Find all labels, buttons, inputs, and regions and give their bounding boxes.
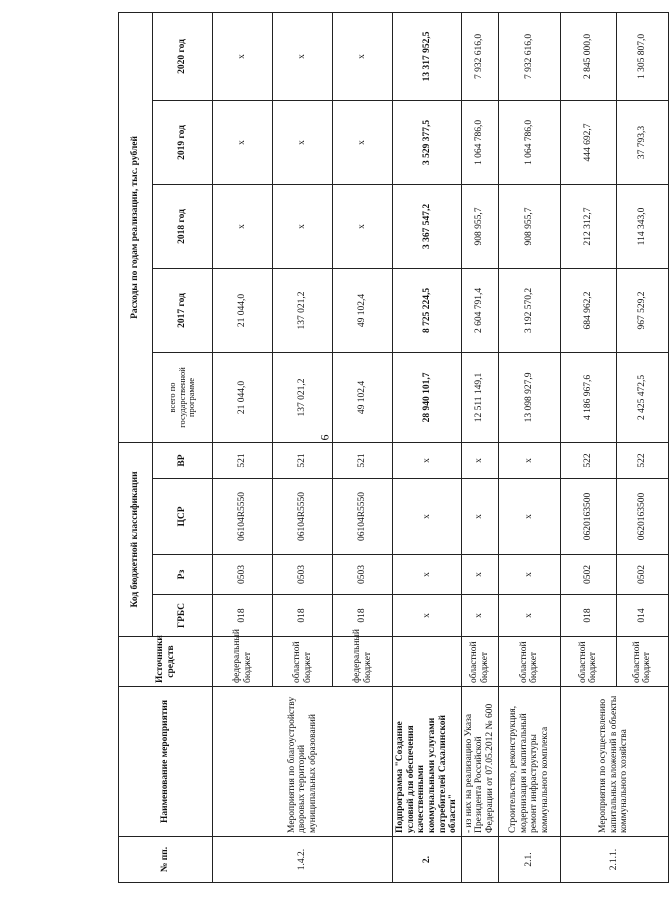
cell-grbs: 018: [333, 595, 393, 637]
row-source: областной бюджет: [461, 637, 498, 687]
row-num: 1.4.2.: [213, 837, 393, 883]
cell-csr: 06104R5550: [333, 479, 393, 555]
header-total: всего по государственной программе: [153, 352, 213, 442]
cell-vr: 522: [560, 442, 616, 478]
cell-vr: 522: [616, 442, 668, 478]
cell-2017: 3 192 570,2: [498, 268, 560, 352]
cell-grbs: 014: [616, 595, 668, 637]
header-num: № пп.: [119, 837, 213, 883]
row-num: 2.: [393, 837, 462, 883]
cell-vr: x: [498, 442, 560, 478]
header-grbs: ГРБС: [153, 595, 213, 637]
cell-2019: 1 064 786,0: [498, 100, 560, 184]
cell-rz: 0503: [273, 555, 333, 595]
header-vr: ВР: [153, 442, 213, 478]
row-num: 2.1.1.: [560, 837, 668, 883]
header-2017: 2017 год: [153, 268, 213, 352]
cell-2020: 7 932 616,0: [498, 12, 560, 100]
header-budget-code: Код бюджетной классификации: [119, 442, 153, 636]
cell-total: 4 186 967,6: [560, 352, 616, 442]
cell-2017: 2 604 791,4: [461, 268, 498, 352]
header-2018: 2018 год: [153, 184, 213, 268]
row-name: Подпрограмма "Создание условий для обеспечения качественными коммунальными услугами потребителей Сахалинской области": [393, 687, 462, 837]
row-source: областной бюджет: [498, 637, 560, 687]
cell-rz: x: [393, 555, 462, 595]
cell-vr: 521: [213, 442, 273, 478]
header-2019: 2019 год: [153, 100, 213, 184]
cell-2017: 684 962,2: [560, 268, 616, 352]
cell-2018: x: [273, 184, 333, 268]
cell-grbs: x: [461, 595, 498, 637]
cell-2018: 212 312,7: [560, 184, 616, 268]
table-row: [498, 12, 560, 882]
cell-2019: x: [213, 100, 273, 184]
row-num: [461, 837, 498, 883]
row-source: федеральный бюджет: [213, 637, 273, 687]
header-row-1: [119, 12, 153, 882]
header-2020: 2020 год: [153, 12, 213, 100]
cell-grbs: 018: [273, 595, 333, 637]
cell-vr: 521: [273, 442, 333, 478]
row-source: федеральный бюджет: [333, 637, 393, 687]
cell-vr: x: [393, 442, 462, 478]
cell-csr: 0620163500: [616, 479, 668, 555]
cell-2020: 7 932 616,0: [461, 12, 498, 100]
cell-2020: x: [273, 12, 333, 100]
cell-total: 2 425 472,5: [616, 352, 668, 442]
cell-csr: x: [461, 479, 498, 555]
cell-rz: 0503: [333, 555, 393, 595]
cell-2020: x: [333, 12, 393, 100]
cell-2019: 444 692,7: [560, 100, 616, 184]
row-source: [393, 637, 462, 687]
header-source: Источники средств: [119, 637, 213, 687]
cell-2019: 1 064 786,0: [461, 100, 498, 184]
table-row: [393, 12, 462, 882]
budget-table: [118, 12, 669, 883]
cell-csr: 06104R5550: [213, 479, 273, 555]
cell-2017: 967 529,2: [616, 268, 668, 352]
cell-total: 49 102,4: [333, 352, 393, 442]
header-expenses: Расходы по годам реализации, тыс. рублей: [119, 12, 153, 442]
cell-rz: x: [498, 555, 560, 595]
cell-csr: 0620163500: [560, 479, 616, 555]
cell-total: 12 511 149,1: [461, 352, 498, 442]
table-row: [461, 12, 498, 882]
cell-grbs: 018: [560, 595, 616, 637]
cell-2020: 13 317 952,5: [393, 12, 462, 100]
cell-2018: x: [333, 184, 393, 268]
cell-total: 28 940 101,7: [393, 352, 462, 442]
cell-grbs: x: [393, 595, 462, 637]
cell-vr: x: [461, 442, 498, 478]
cell-2018: 908 955,7: [461, 184, 498, 268]
cell-rz: 0502: [616, 555, 668, 595]
header-csr: ЦСР: [153, 479, 213, 555]
row-num: 2.1.: [498, 837, 560, 883]
cell-csr: x: [498, 479, 560, 555]
cell-2020: 2 845 000,0: [560, 12, 616, 100]
cell-2018: 908 955,7: [498, 184, 560, 268]
cell-2018: x: [213, 184, 273, 268]
budget-table-wrapper: [118, 13, 653, 883]
cell-2017: 21 044,0: [213, 268, 273, 352]
cell-grbs: 018: [213, 595, 273, 637]
cell-rz: 0502: [560, 555, 616, 595]
row-source: областной бюджет: [273, 637, 333, 687]
cell-2017: 49 102,4: [333, 268, 393, 352]
cell-2020: x: [213, 12, 273, 100]
cell-2017: 8 725 224,5: [393, 268, 462, 352]
row-name: Мероприятия по осуществлению капитальных вложений в объекты коммунального хозяйства: [560, 687, 668, 837]
cell-2019: 37 793,3: [616, 100, 668, 184]
cell-total: 13 098 927,9: [498, 352, 560, 442]
cell-rz: 0503: [213, 555, 273, 595]
page-number: 6: [317, 434, 332, 441]
row-name: Мероприятия по благоустройству дворовых территорий муниципальных образований: [213, 687, 393, 837]
header-name: Наименование мероприятия: [119, 687, 213, 837]
row-source: областной бюджет: [560, 637, 616, 687]
header-rz: Рз: [153, 555, 213, 595]
cell-2018: 114 343,0: [616, 184, 668, 268]
table-row: [560, 12, 616, 882]
cell-csr: x: [393, 479, 462, 555]
cell-2018: 3 367 547,2: [393, 184, 462, 268]
row-name: Строительство, реконструкция, модернизация и капитальный ремонт инфраструктуры коммунального комплекса: [498, 687, 560, 837]
cell-2019: x: [333, 100, 393, 184]
cell-csr: 06104R5550: [273, 479, 333, 555]
cell-vr: 521: [333, 442, 393, 478]
cell-2020: 1 305 807,0: [616, 12, 668, 100]
cell-2019: x: [273, 100, 333, 184]
cell-total: 21 044,0: [213, 352, 273, 442]
row-name: - из них на реализацию Указа Президента Российской Федерации от 07.05.2012 № 600: [461, 687, 498, 837]
cell-2017: 137 021,2: [273, 268, 333, 352]
cell-rz: x: [461, 555, 498, 595]
cell-total: 137 021,2: [273, 352, 333, 442]
cell-2019: 3 529 377,5: [393, 100, 462, 184]
row-source: областной бюджет: [616, 637, 668, 687]
table-row: [213, 12, 273, 882]
cell-grbs: x: [498, 595, 560, 637]
